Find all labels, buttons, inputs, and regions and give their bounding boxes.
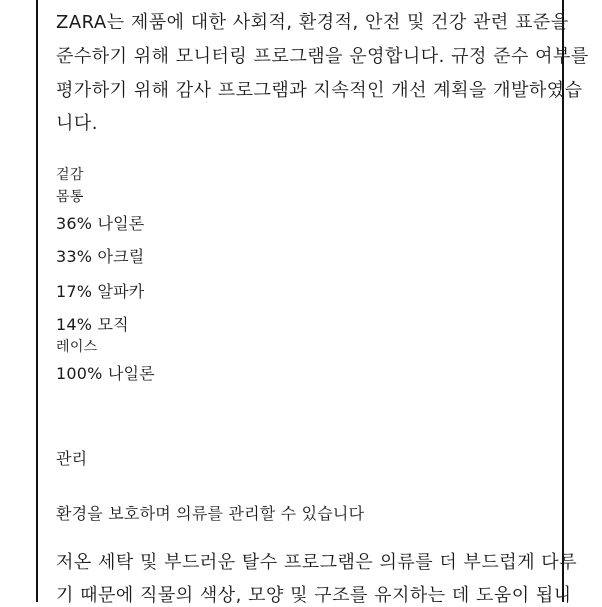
care-line-3: 기 때문에 직물의 색상, 모양 및 구조를 유지하는 데 도움이 됩니 xyxy=(56,585,572,606)
composition-item: 100% 나일론 xyxy=(56,364,155,383)
intro-line-4: 니다. xyxy=(56,113,98,134)
composition-item: 17% 알파카 xyxy=(56,282,145,301)
care-line-2: 저온 세탁 및 부드러운 탈수 프로그램은 의류를 더 부드럽게 다루 xyxy=(56,552,578,573)
intro-line-2: 준수하기 위해 모니터링 프로그램을 운영합니다. 규정 준수 여부를 xyxy=(56,46,589,67)
lace-label: 레이스 xyxy=(56,339,98,355)
body-label: 몸통 xyxy=(56,189,84,205)
care-line-1: 환경을 보호하며 의류를 관리할 수 있습니다 xyxy=(56,504,365,523)
intro-line-3: 평가하기 위해 감사 프로그램과 지속적인 개선 계획을 개발하였습 xyxy=(56,80,583,101)
composition-item: 36% 나일론 xyxy=(56,214,145,233)
outer-fabric-label: 겉감 xyxy=(56,167,84,183)
composition-item: 14% 모직 xyxy=(56,315,129,334)
intro-line-1: ZARA는 제품에 대한 사회적, 환경적, 안전 및 건강 관련 표준을 xyxy=(56,12,569,33)
left-border-line xyxy=(36,0,38,602)
care-heading: 관리 xyxy=(56,449,88,468)
composition-item: 33% 아크릴 xyxy=(56,247,145,266)
